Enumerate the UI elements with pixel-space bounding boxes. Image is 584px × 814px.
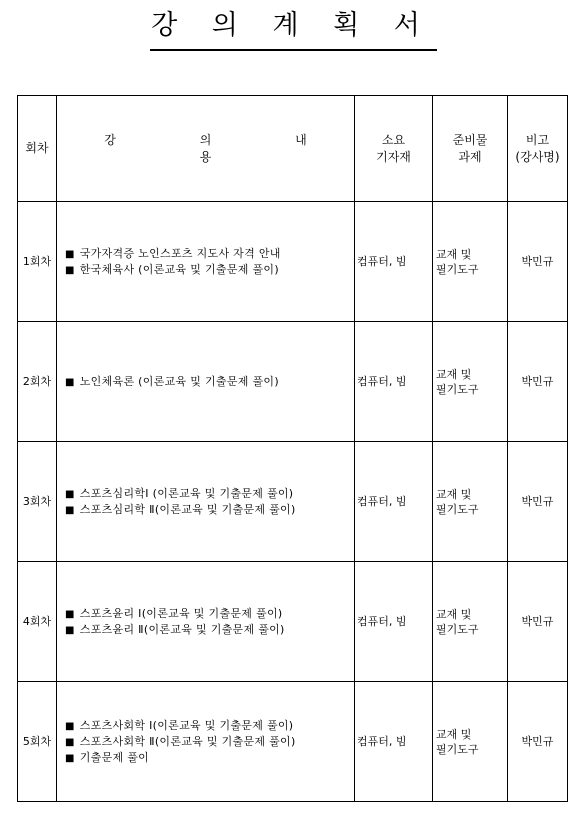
content-item xyxy=(65,606,354,622)
table-row xyxy=(18,202,568,322)
header-preparation xyxy=(433,96,508,202)
bullet-square-icon: ■ xyxy=(65,608,75,620)
bullet-square-icon: ■ xyxy=(65,488,75,500)
content-item xyxy=(65,502,354,518)
round-cell: 5회차 xyxy=(18,682,57,802)
instructor-cell: 박민규 xyxy=(508,322,568,442)
content-item-text: 스포츠사회학 Ⅰ(이론교육 및 기출문제 풀이) xyxy=(79,718,294,732)
preparation-cell xyxy=(433,442,508,562)
lecture-plan-table xyxy=(17,95,568,802)
table-row xyxy=(18,682,568,802)
preparation-cell xyxy=(433,562,508,682)
header-note-line: 비고 xyxy=(525,132,550,147)
table-row xyxy=(18,562,568,682)
preparation-line: 필기도구 xyxy=(436,742,479,756)
equipment-cell: 컴퓨터, 빔 xyxy=(355,322,433,442)
content-item-text: 노인체육론 (이론교육 및 기출문제 풀이) xyxy=(79,374,279,388)
round-cell: 4회차 xyxy=(18,562,57,682)
content-item xyxy=(65,734,354,750)
content-item xyxy=(65,486,354,502)
content-cell xyxy=(57,562,355,682)
header-equipment xyxy=(355,96,433,202)
table-row xyxy=(18,442,568,562)
content-cell xyxy=(57,322,355,442)
content-item-text: 스포츠심리학 Ⅱ(이론교육 및 기출문제 풀이) xyxy=(79,502,296,516)
instructor-cell: 박민규 xyxy=(508,202,568,322)
content-item xyxy=(65,374,354,390)
preparation-line: 교재 및 xyxy=(436,727,472,741)
bullet-square-icon: ■ xyxy=(65,264,75,276)
bullet-square-icon: ■ xyxy=(65,752,75,764)
content-item-text: 한국체육사 (이론교육 및 기출문제 풀이) xyxy=(79,262,279,276)
content-item-text: 스포츠윤리 Ⅱ(이론교육 및 기출문제 풀이) xyxy=(79,622,285,636)
content-item-text: 스포츠윤리 Ⅰ(이론교육 및 기출문제 풀이) xyxy=(79,606,283,620)
instructor-cell: 박민규 xyxy=(508,682,568,802)
preparation-line: 교재 및 xyxy=(436,247,472,261)
content-item xyxy=(65,718,354,734)
header-preparation-line: 준비물 xyxy=(452,132,488,147)
content-item-text: 스포츠심리학Ⅰ (이론교육 및 기출문제 풀이) xyxy=(79,486,294,500)
bullet-square-icon: ■ xyxy=(65,736,75,748)
header-note xyxy=(508,96,568,202)
bullet-square-icon: ■ xyxy=(65,376,75,388)
content-item xyxy=(65,622,354,638)
bullet-square-icon: ■ xyxy=(65,624,75,636)
bullet-square-icon: ■ xyxy=(65,248,75,260)
content-item xyxy=(65,262,354,278)
round-cell: 3회차 xyxy=(18,442,57,562)
content-item xyxy=(65,750,354,766)
header-round: 회차 xyxy=(18,96,57,202)
preparation-line: 교재 및 xyxy=(436,607,472,621)
content-item xyxy=(65,246,354,262)
table-row xyxy=(18,322,568,442)
preparation-line: 교재 및 xyxy=(436,367,472,381)
header-content: 강 의 내 용 xyxy=(57,96,355,202)
header-equipment-line: 소요 xyxy=(381,132,406,147)
instructor-cell: 박민규 xyxy=(508,562,568,682)
instructor-cell: 박민규 xyxy=(508,442,568,562)
content-cell xyxy=(57,442,355,562)
round-cell: 2회차 xyxy=(18,322,57,442)
preparation-cell xyxy=(433,322,508,442)
equipment-cell: 컴퓨터, 빔 xyxy=(355,682,433,802)
preparation-line: 교재 및 xyxy=(436,487,472,501)
preparation-line: 필기도구 xyxy=(436,502,479,516)
equipment-cell: 컴퓨터, 빔 xyxy=(355,202,433,322)
preparation-line: 필기도구 xyxy=(436,262,479,276)
content-item-text: 스포츠사회학 Ⅱ(이론교육 및 기출문제 풀이) xyxy=(79,734,296,748)
header-note-line: (강사명) xyxy=(515,149,560,164)
preparation-cell xyxy=(433,682,508,802)
title-underline xyxy=(150,49,437,51)
header-preparation-line: 과제 xyxy=(458,149,482,164)
bullet-square-icon: ■ xyxy=(65,504,75,516)
preparation-cell xyxy=(433,202,508,322)
equipment-cell: 컴퓨터, 빔 xyxy=(355,442,433,562)
content-item-text: 기출문제 풀이 xyxy=(79,750,150,764)
header-row xyxy=(18,96,568,202)
equipment-cell: 컴퓨터, 빔 xyxy=(355,562,433,682)
preparation-line: 필기도구 xyxy=(436,622,479,636)
round-cell: 1회차 xyxy=(18,202,57,322)
document-title: 강 의 계 획 서 xyxy=(151,10,433,41)
content-cell xyxy=(57,682,355,802)
content-cell xyxy=(57,202,355,322)
bullet-square-icon: ■ xyxy=(65,720,75,732)
content-item-text: 국가자격증 노인스포츠 지도사 자격 안내 xyxy=(79,246,281,260)
header-equipment-line: 기자재 xyxy=(376,149,411,164)
preparation-line: 필기도구 xyxy=(436,382,479,396)
